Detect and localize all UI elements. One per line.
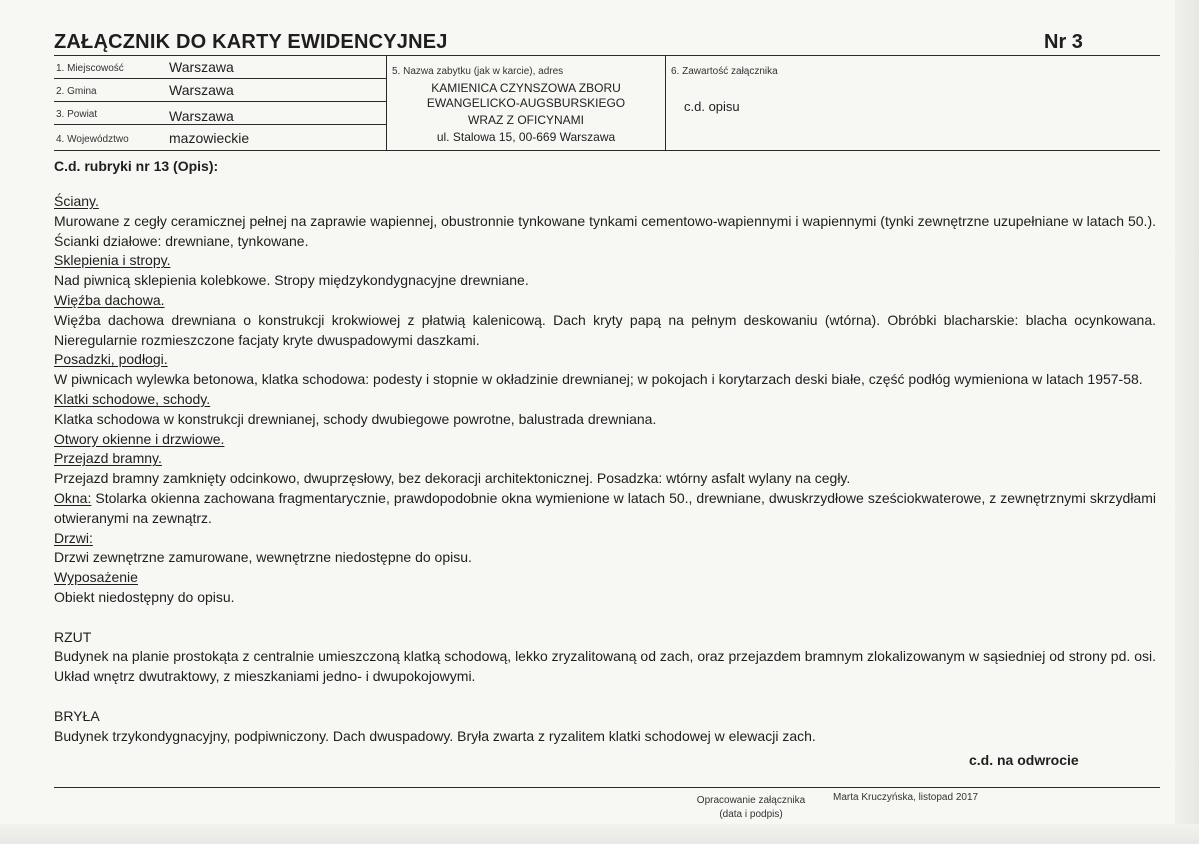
walls-heading: Ściany. <box>54 193 99 209</box>
doors-text: Drzwi zewnętrzne zamurowane, wewnętrzne niedostępne do opisu. <box>54 549 472 566</box>
field-rule-3 <box>54 124 386 125</box>
footer-label <box>689 794 813 822</box>
windows-paragraph <box>54 489 1156 529</box>
field-label-city: 1. Miejscowość <box>56 63 124 74</box>
field-label-commune: 2. Gmina <box>56 86 97 97</box>
divider-right <box>665 55 666 150</box>
roof-text: Więźba dachowa drewniana o konstrukcji krokwiowej z płatwią kalenicową. Dach kryty papą na pełnym deskowaniu (wtórna). Obróbki blacharskie: blacha ocynkowana. Nieregularnie rozmieszczone facjaty kryte dwuspadowymi daszkami. <box>54 311 1156 348</box>
doors-heading: Drzwi: <box>54 529 93 546</box>
walls-text: Murowane z cegły ceramicznej pełnej na zaprawie wapiennej, obustronnie tynkowane tynkami cementowo-wapiennymi i wapiennymi (tynki zewnętrzne uzupełniane w latach 50.). Ścianki działowe: drewniane, tynkowane. <box>54 212 1156 249</box>
openings-heading: Otwory okienne i drzwiowe. <box>54 430 225 447</box>
windows-heading: Okna: <box>54 489 92 506</box>
plan-heading: RZUT <box>54 628 92 645</box>
floors-heading: Posadzki, podłogi. <box>54 351 168 368</box>
footer-label-line-2: (data i podpis) <box>719 809 783 820</box>
vaults-text: Nad piwnicą sklepienia kolebkowe. Stropy międzykondygnacyjne drewniane. <box>54 272 529 289</box>
mass-text: Budynek trzykondygnacyjny, podpiwniczony. Dach dwuspadowy. Bryła zwarta z ryzalitem klatki schodowej w elewacji zach. <box>54 727 816 744</box>
field-value-commune: Warszawa <box>169 82 234 98</box>
field-value-city: Warszawa <box>169 59 234 75</box>
field-rule-1 <box>54 78 386 79</box>
monument-name-line-1: KAMIENICA CZYNSZOWA ZBORU <box>431 81 621 95</box>
field-value-voivodeship: mazowieckie <box>169 130 250 146</box>
monument-name-line-3: WRAZ Z OFICYNAMI <box>468 113 584 127</box>
gate-heading: Przejazd bramny. <box>54 450 162 467</box>
windows-text: Stolarka okienna zachowana fragmentarycznie, prawdopodobnie okna wymienione w latach 50., drewniane, dwuskrzydłowe sześciokwaterowe, z zewnętrznymi skrzydłami otwieranymi na zewnątrz. <box>54 489 1156 526</box>
section-title: C.d. rubryki nr 13 (Opis): <box>54 158 219 174</box>
field-label-voivodeship: 4. Województwo <box>56 134 129 145</box>
continued-note: c.d. na odwrocie <box>969 752 1079 768</box>
vaults-heading: Sklepienia i stropy. <box>54 252 171 269</box>
field-label-county: 3. Powiat <box>56 109 98 120</box>
equipment-heading: Wyposażenie <box>54 569 138 586</box>
roof-heading: Więźba dachowa. <box>54 291 165 308</box>
title-rule <box>54 55 1160 56</box>
equipment-text: Obiekt niedostępny do opisu. <box>54 588 235 605</box>
card-number: Nr 3 <box>1044 31 1083 53</box>
gate-text: Przejazd bramny zamknięty odcinkowo, dwuprzęsłowy, bez dekoracji architektonicznej. Posadzka: wtórny asfalt wylany na cegły. <box>54 470 851 487</box>
monument-address: ul. Stalowa 15, 00-669 Warszawa <box>436 130 616 144</box>
field-value-county: Warszawa <box>169 108 234 124</box>
plan-text: Budynek na planie prostokąta z centralnie umieszczoną klatką schodową, lekko zryzalitowaną od zach, oraz przejazdem bramnym zlokalizowanym w sąsiedniej od strony pd. osi. Układ wnętrz dwutraktowy, z mieszkaniami jedno- i dwupokojowymi. <box>54 648 1156 685</box>
monument-label: 5. Nazwa zabytku (jak w karcie), adres <box>392 66 564 77</box>
field-rule-2 <box>54 101 386 102</box>
description-body <box>54 192 1156 746</box>
header-bottom-rule <box>54 150 1160 151</box>
mass-heading: BRYŁA <box>54 707 100 724</box>
monument-name-line-2: EWANGELICKO-AUGSBURSKIEGO <box>426 96 626 110</box>
stairs-text: Klatka schodowa w konstrukcji drewnianej, schody dwubiegowe powrotne, balustrada drewniana. <box>54 410 657 427</box>
stairs-heading: Klatki schodowe, schody. <box>54 390 211 407</box>
footer-label-line-1: Opracowanie załącznika <box>696 795 806 806</box>
contents-value: c.d. opisu <box>684 99 740 114</box>
card-title: ZAŁĄCZNIK DO KARTY EWIDENCYJNEJ <box>54 31 448 53</box>
contents-label: 6. Zawartość załącznika <box>671 66 778 77</box>
footer-rule <box>54 787 1160 788</box>
floors-text: W piwnicach wylewka betonowa, klatka schodowa: podesty i stopnie w okładzinie drewnianej; w pokojach i korytarzach deski białe, część podłóg wymieniona w latach 1957-58. <box>54 371 1143 388</box>
footer-author: Marta Kruczyńska, listopad 2017 <box>833 792 979 803</box>
